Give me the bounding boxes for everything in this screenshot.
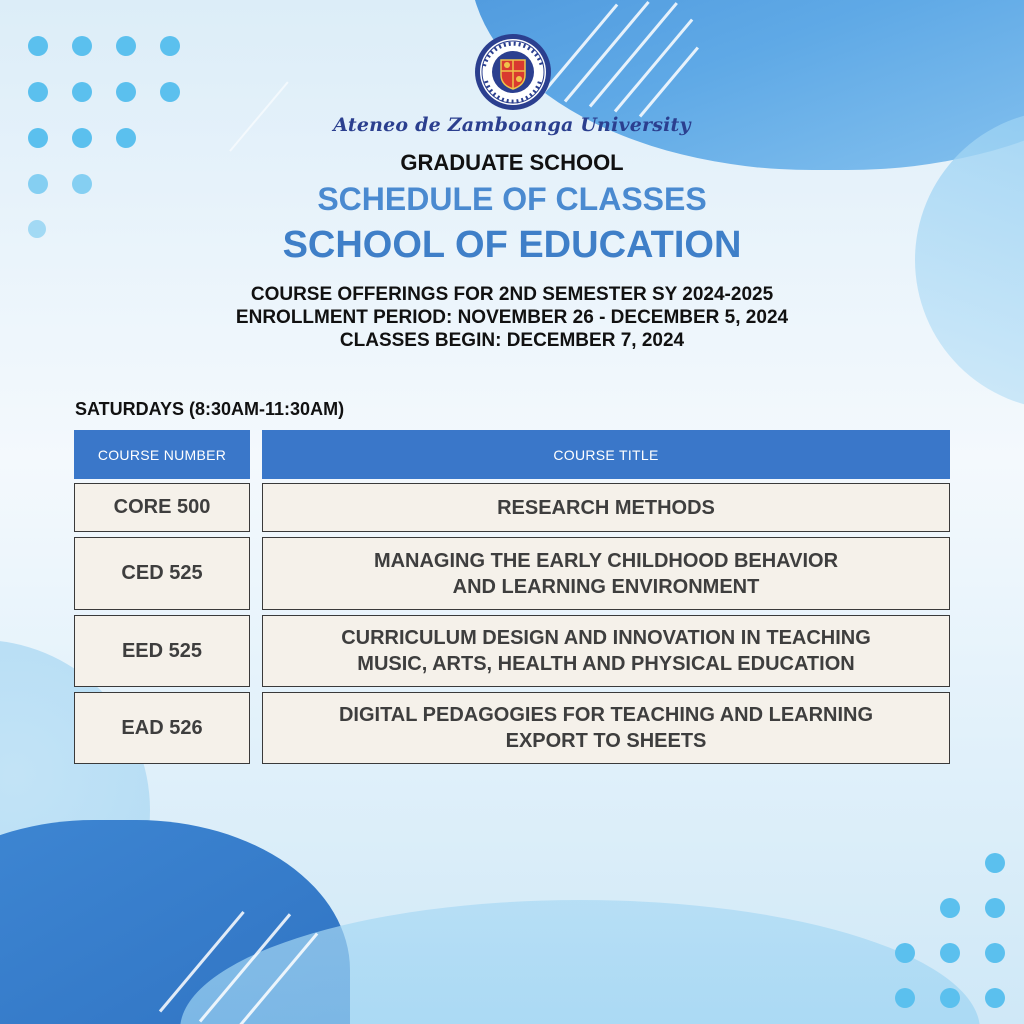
course-title-cell: RESEARCH METHODS bbox=[262, 483, 950, 532]
page-title: SCHEDULE OF CLASSES bbox=[317, 181, 707, 217]
university-name: Ateneo de Zamboanga University bbox=[333, 114, 691, 136]
course-number-cell: CORE 500 bbox=[74, 483, 250, 532]
course-offerings-text: COURSE OFFERINGS FOR 2ND SEMESTER SY 2024-2025 bbox=[250, 284, 774, 305]
column-header-course-number: COURSE NUMBER bbox=[74, 430, 250, 479]
graduate-school-label: GRADUATE SCHOOL bbox=[400, 150, 624, 175]
course-number-cell: CED 525 bbox=[74, 537, 250, 610]
course-title-cell: DIGITAL PEDAGOGIES FOR TEACHING AND LEARNING EXPORT TO SHEETS bbox=[262, 692, 950, 764]
course-title-cell: MANAGING THE EARLY CHILDHOOD BEHAVIOR AND LEARNING ENVIRONMENT bbox=[262, 537, 950, 610]
course-number-cell: EAD 526 bbox=[74, 692, 250, 764]
classes-begin-text: CLASSES BEGIN: DECEMBER 7, 2024 bbox=[339, 330, 685, 351]
course-number-cell: EED 525 bbox=[74, 615, 250, 687]
page-subtitle: SCHOOL OF EDUCATION bbox=[282, 224, 742, 266]
column-header-course-title: COURSE TITLE bbox=[262, 430, 950, 479]
university-seal-logo bbox=[474, 33, 552, 111]
schedule-day-label: SATURDAYS (8:30AM-11:30AM) bbox=[75, 399, 345, 419]
enrollment-period-text: ENROLLMENT PERIOD: NOVEMBER 26 - DECEMBER 5, 2024 bbox=[235, 307, 789, 328]
course-title-cell: CURRICULUM DESIGN AND INNOVATION IN TEACHING MUSIC, ARTS, HEALTH AND PHYSICAL EDUCATION bbox=[262, 615, 950, 687]
